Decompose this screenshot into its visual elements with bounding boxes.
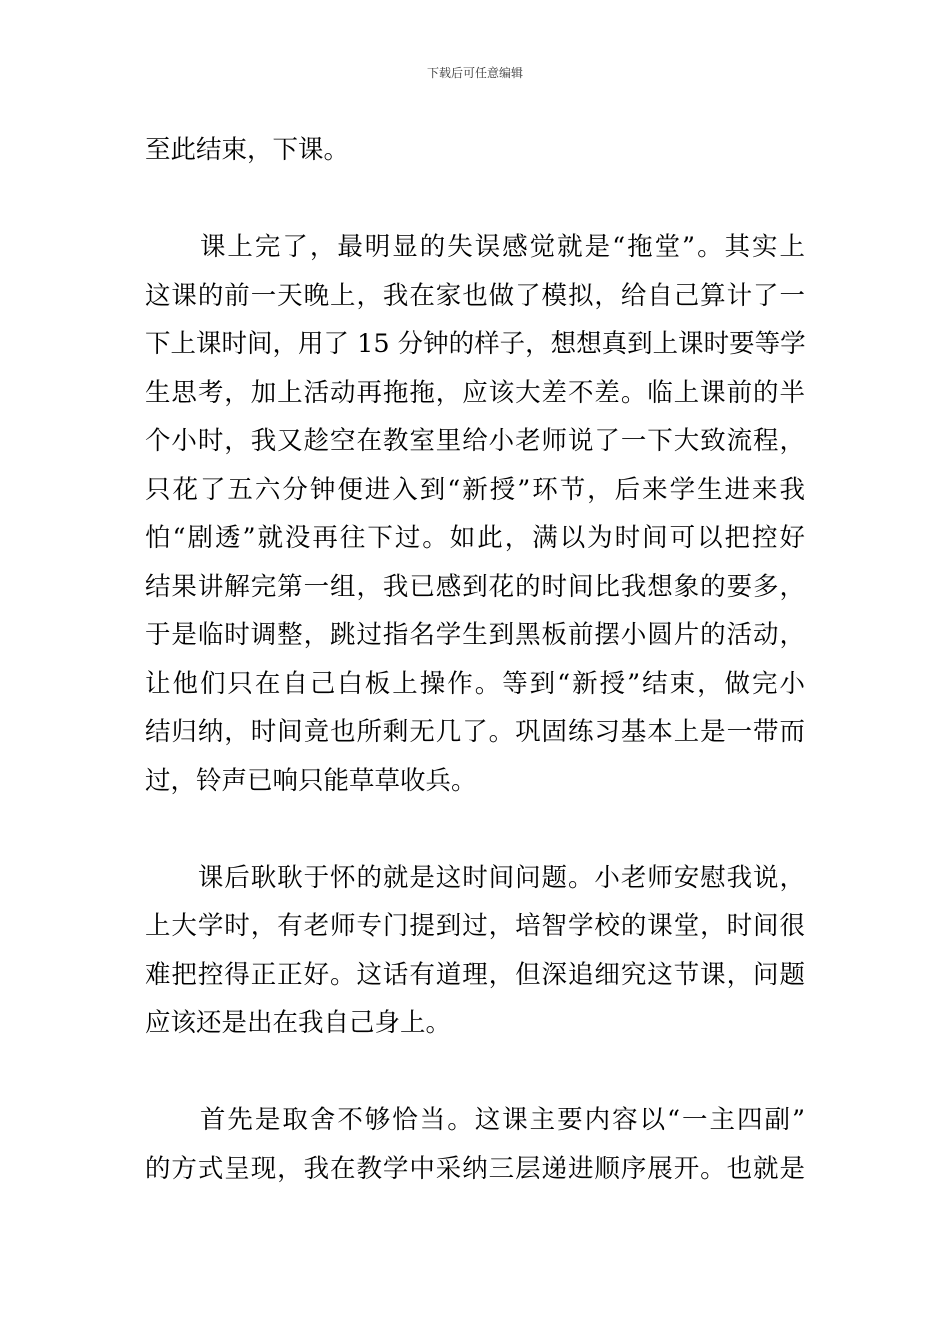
text-line: 过，铃声已响只能草草收兵。 bbox=[145, 765, 477, 796]
text-line: 只花了五六分钟便进入到“新授”环节，后来学生进来我 bbox=[145, 474, 805, 505]
text-line: 的方式呈现，我在教学中采纳三层递进顺序展开。也就是 bbox=[145, 1153, 805, 1184]
paragraph-3 bbox=[145, 854, 805, 1048]
text-line: 首先是取舍不够恰当。这课主要内容以“一主四副” bbox=[145, 1105, 805, 1135]
text-line: 这课的前一天晚上，我在家也做了模拟，给自己算计了一 bbox=[145, 280, 805, 311]
text-line: 课上完了，最明显的失误感觉就是“拖堂”。其实上 bbox=[145, 232, 805, 262]
text-line: 难把控得正正好。这话有道理，但深追细究这节课，问题 bbox=[145, 959, 805, 990]
text-line: 生思考，加上活动再拖拖，应该大差不差。临上课前的半 bbox=[145, 377, 805, 408]
page-header: 下载后可任意编辑 bbox=[426, 66, 523, 80]
paragraph-2 bbox=[145, 223, 805, 805]
paragraph-gap bbox=[145, 175, 805, 224]
paragraph-gap bbox=[145, 1048, 805, 1097]
paragraph-4 bbox=[145, 1096, 805, 1193]
text-line: 结归纳，时间竟也所剩无几了。巩固练习基本上是一带而 bbox=[145, 717, 805, 747]
document-body bbox=[145, 126, 805, 1193]
paragraph-1 bbox=[145, 126, 805, 175]
text-line: 让他们只在自己白板上操作。等到“新授”结束，做完小 bbox=[145, 668, 805, 699]
text-line: 于是临时调整，跳过指名学生到黑板前摆小圆片的活动， bbox=[145, 620, 805, 650]
text-line: 下上课时间，用了 15 分钟的样子，想想真到上课时要等学 bbox=[145, 329, 806, 359]
text-line: 至此结束，下课。 bbox=[145, 135, 350, 165]
text-line: 课后耿耿于怀的就是这时间问题。小老师安慰我说， bbox=[145, 862, 805, 893]
text-line: 怕“剧透”就没再往下过。如此，满以为时间可以把控好 bbox=[145, 523, 805, 553]
paragraph-gap bbox=[145, 805, 805, 854]
text-line: 上大学时，有老师专门提到过，培智学校的课堂，时间很 bbox=[145, 911, 805, 941]
text-line: 应该还是出在我自己身上。 bbox=[145, 1008, 452, 1038]
text-line: 个小时，我又趁空在教室里给小老师说了一下大致流程， bbox=[145, 426, 805, 456]
text-line: 结果讲解完第一组，我已感到花的时间比我想象的要多， bbox=[145, 571, 805, 602]
